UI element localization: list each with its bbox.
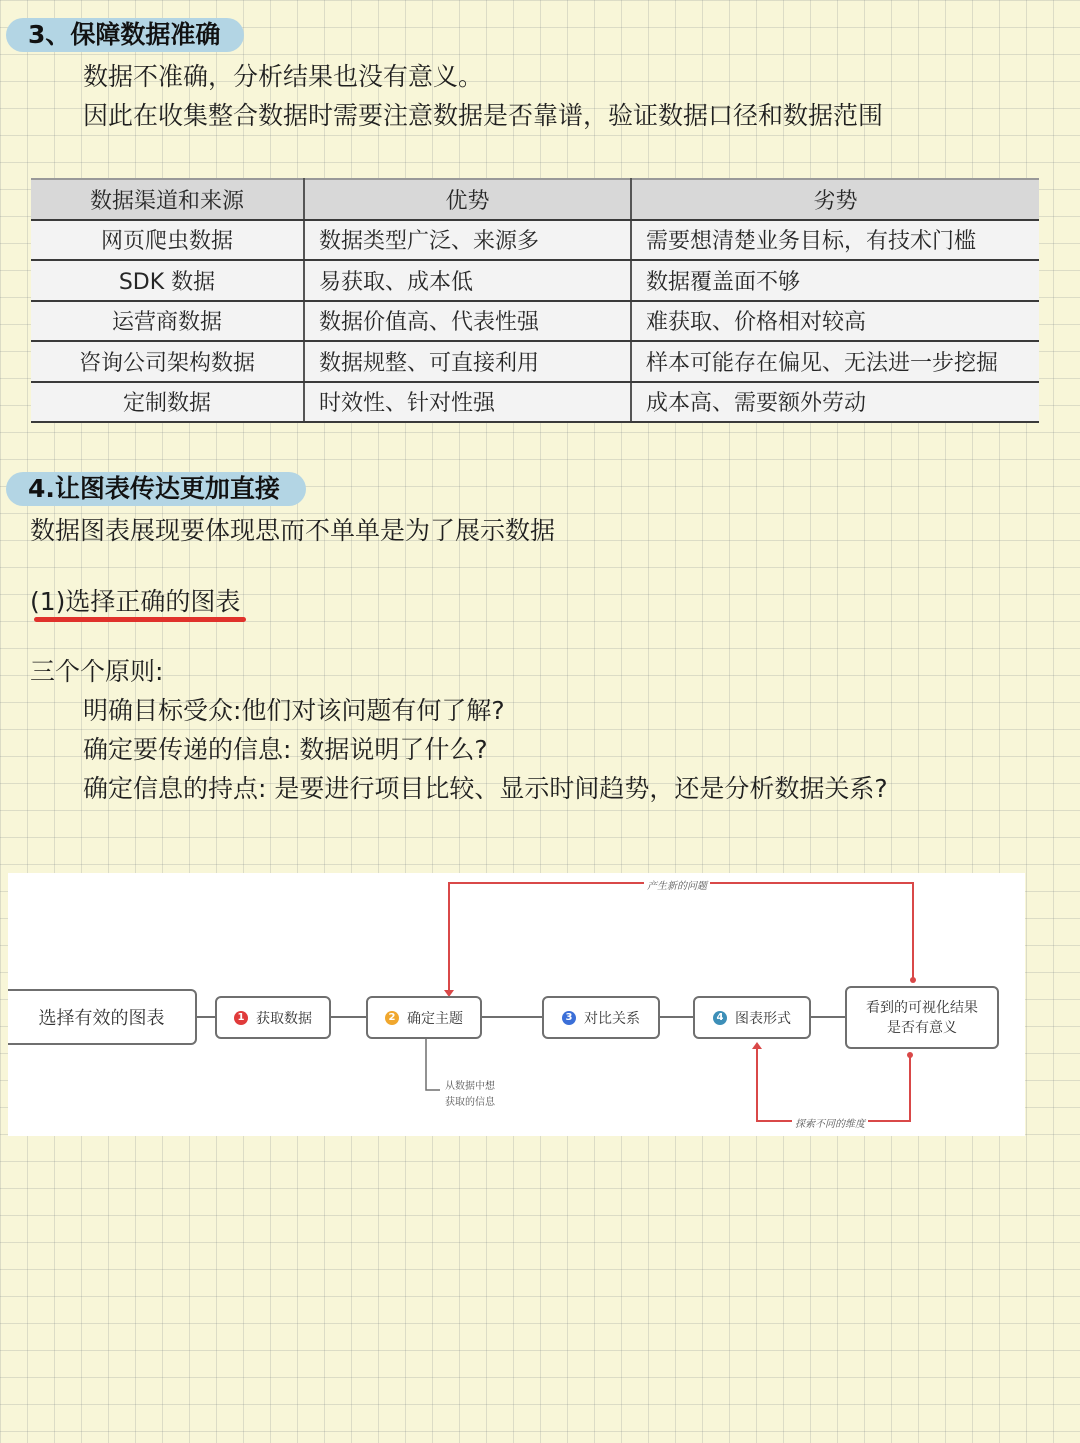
- note-line-2: 获取的信息: [445, 1097, 495, 1108]
- table-cell: SDK 数据: [31, 260, 304, 301]
- loop-bottom-label: 探索不同的维度: [792, 1115, 868, 1130]
- section-3-heading: 3、保障数据准确: [6, 18, 244, 52]
- result-line-2: 是否有意义: [887, 1019, 957, 1036]
- table-row: [31, 220, 1039, 261]
- section-4-line-1: 数据图表展现要体现思而不单单是为了展示数据: [30, 516, 556, 545]
- table-cell: 需要想清楚业务目标，有技术门槛: [631, 220, 1039, 261]
- table-cell: 时效性、针对性强: [304, 382, 631, 423]
- flow-step-3: [542, 996, 660, 1039]
- flow-step-2: [366, 996, 482, 1039]
- step-4-badge: 4: [713, 1011, 727, 1025]
- flow-step-1: [215, 996, 331, 1039]
- section-4-heading: 4.让图表传达更加直接: [6, 472, 306, 506]
- table-cell: 难获取、价格相对较高: [631, 301, 1039, 342]
- step-1-label: 获取数据: [256, 1010, 312, 1027]
- step-2-label: 确定主题: [407, 1010, 463, 1027]
- table-row: [31, 341, 1039, 382]
- flow-step-4: [693, 996, 811, 1039]
- table-header-row: [31, 179, 1039, 220]
- step-2-badge: 2: [385, 1011, 399, 1025]
- table-cell: 咨询公司架构数据: [31, 341, 304, 382]
- table-cell: 数据类型广泛、来源多: [304, 220, 631, 261]
- section-3-line-1: 数据不准确，分析结果也没有意义。: [83, 62, 484, 91]
- table-header-cell: 数据渠道和来源: [31, 179, 304, 220]
- flow-result-node: [845, 986, 999, 1049]
- principles-title: 三个个原则:: [30, 657, 164, 686]
- table-header-cell: 劣势: [631, 179, 1039, 220]
- result-line-1: 看到的可视化结果: [866, 999, 978, 1016]
- table-cell: 运营商数据: [31, 301, 304, 342]
- table-header-cell: 优势: [304, 179, 631, 220]
- table-cell: 网页爬虫数据: [31, 220, 304, 261]
- table-cell: 数据覆盖面不够: [631, 260, 1039, 301]
- table-cell: 数据价值高、代表性强: [304, 301, 631, 342]
- table-cell: 样本可能存在偏见、无法进一步挖掘: [631, 341, 1039, 382]
- table-row: [31, 260, 1039, 301]
- step-3-label: 对比关系: [584, 1010, 640, 1027]
- subheading-choose-chart: (1)选择正确的图表: [30, 587, 241, 616]
- table-row: [31, 301, 1039, 342]
- section-3-line-2: 因此在收集整合数据时需要注意数据是否靠谱，验证数据口径和数据范围: [83, 101, 884, 130]
- red-underline: [34, 617, 246, 622]
- table-cell: 成本高、需要额外劳动: [631, 382, 1039, 423]
- step-4-label: 图表形式: [735, 1010, 791, 1027]
- flow-diagram: [8, 873, 1025, 1136]
- principle-3: 确定信息的持点: 是要进行项目比较、显示时间趋势，还是分析数据关系?: [83, 774, 888, 803]
- table-cell: 定制数据: [31, 382, 304, 423]
- principle-2: 确定要传递的信息: 数据说明了什么?: [83, 735, 488, 764]
- principle-1: 明确目标受众:他们对该问题有何了解?: [83, 696, 505, 725]
- step-3-badge: 3: [562, 1011, 576, 1025]
- note-line-1: 从数据中想: [445, 1081, 495, 1092]
- flow-start-node: 选择有效的图表: [8, 989, 197, 1045]
- table-cell: 数据规整、可直接利用: [304, 341, 631, 382]
- data-source-table: [31, 178, 1039, 423]
- table-cell: 易获取、成本低: [304, 260, 631, 301]
- loop-top-label: 产生新的问题: [644, 877, 710, 892]
- step-1-badge: 1: [234, 1011, 248, 1025]
- table-row: [31, 382, 1039, 423]
